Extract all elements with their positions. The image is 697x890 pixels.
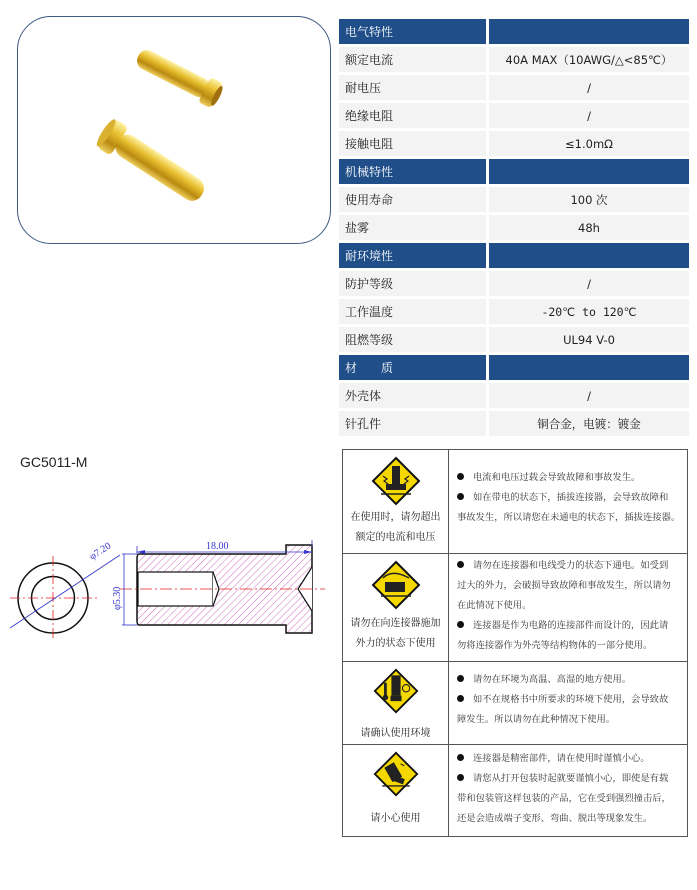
warning-text-cell xyxy=(449,554,688,662)
spec-label: 绝缘电阻 xyxy=(339,103,486,128)
handle-with-care-warning-icon xyxy=(373,751,419,797)
warning-text: 请勿在环境为高温、高湿的地方使用。 xyxy=(457,670,683,690)
spec-value: 48h xyxy=(489,215,689,240)
dim-length: 18.00 xyxy=(206,541,229,552)
spec-value: / xyxy=(489,383,689,408)
warning-text: 如在带电的状态下，插拔连接器，会导致故障和 xyxy=(457,488,683,508)
spec-label: 盐雾 xyxy=(339,215,486,240)
section-title: 电气特性 xyxy=(339,19,486,44)
bullet-icon xyxy=(457,695,464,702)
spec-row xyxy=(339,103,689,128)
bullet-icon xyxy=(457,754,464,761)
warning-text: 请勿在连接器和电线受力的状态下通电。如受到 xyxy=(457,556,683,576)
spec-label: 防护等级 xyxy=(339,271,486,296)
spec-label: 阻燃等级 xyxy=(339,327,486,352)
spec-row xyxy=(339,383,689,408)
connector-pins-image xyxy=(18,17,330,243)
bullet-icon xyxy=(457,621,464,628)
section-title: 机械特性 xyxy=(339,159,486,184)
warning-caption: 请勿在向连接器施加 xyxy=(350,618,441,629)
spec-label: 针孔件 xyxy=(339,411,486,436)
warning-caption-cell xyxy=(343,554,449,662)
end-view xyxy=(10,541,120,640)
bullet-icon xyxy=(457,493,464,500)
warning-text: 障发生。所以请勿在此种情况下使用。 xyxy=(457,714,616,725)
warning-text: 过大的外力，会破损导致故障和事故发生，所以请勿 xyxy=(457,580,671,591)
warning-text: 连接器是精密部件，请在使用时谨慎小心。 xyxy=(457,749,683,769)
warning-text-cell xyxy=(449,450,688,554)
warning-table xyxy=(342,449,688,837)
warning-text: 还是会造成端子变形、弯曲、脱出等现象发生。 xyxy=(457,813,653,824)
warning-caption-cell xyxy=(343,662,449,745)
spec-value: UL94 V-0 xyxy=(489,327,689,352)
environment-warning-icon xyxy=(373,668,419,714)
warning-row xyxy=(343,554,688,662)
spec-value: 40A MAX（10AWG/△<85℃） xyxy=(489,47,689,72)
spec-row xyxy=(339,327,689,352)
spec-row xyxy=(339,411,689,436)
warning-text: 勿将连接器作为外壳等结构物体的一部分使用。 xyxy=(457,640,653,651)
bullet-icon xyxy=(457,473,464,480)
warning-text: 如不在规格书中所要求的环境下使用，会导致故 xyxy=(457,690,683,710)
spec-section-header xyxy=(339,243,689,268)
bullet-icon xyxy=(457,561,464,568)
warning-text-cell xyxy=(449,745,688,837)
dim-body-diameter: φ5.30 xyxy=(112,586,123,610)
spec-section-header xyxy=(339,19,689,44)
spec-value: / xyxy=(489,75,689,100)
spec-table xyxy=(339,19,689,439)
spec-section-header xyxy=(339,159,689,184)
warning-text: 电流和电压过载会导致故障和事故发生。 xyxy=(457,468,683,488)
bullet-icon xyxy=(457,774,464,781)
spec-value: ≤1.0mΩ xyxy=(489,131,689,156)
warning-caption: 在使用时，请勿超出 xyxy=(350,512,441,523)
warning-caption-cell xyxy=(343,450,449,554)
section-title: 耐环境性 xyxy=(339,243,486,268)
spec-value: -20℃ to 120℃ xyxy=(489,299,689,324)
spec-label: 耐电压 xyxy=(339,75,486,100)
warning-row xyxy=(343,450,688,554)
warning-row xyxy=(343,662,688,745)
spec-value: / xyxy=(489,103,689,128)
bullet-icon xyxy=(457,675,464,682)
warning-text: 连接器是作为电路的连接部件而设计的，因此请 xyxy=(457,616,683,636)
spec-value: 铜合金，电镀：镀金 xyxy=(489,411,689,436)
spec-value: 100 次 xyxy=(489,187,689,212)
warning-row xyxy=(343,745,688,837)
warning-text: 请您从打开包装时起就要谨慎小心，即使是有载 xyxy=(457,769,683,789)
warning-caption: 额定的电流和电压 xyxy=(355,532,436,543)
spec-label: 外壳体 xyxy=(339,383,486,408)
spec-row xyxy=(339,131,689,156)
warning-text: 在此情况下使用。 xyxy=(457,600,532,611)
warning-caption: 请小心使用 xyxy=(370,813,421,824)
spec-row xyxy=(339,299,689,324)
section-title: 材 质 xyxy=(339,355,486,380)
product-photo xyxy=(17,16,331,244)
external-force-warning-icon xyxy=(371,560,421,610)
dim-outer-diameter: φ7.20 xyxy=(87,540,114,563)
side-view xyxy=(112,540,325,633)
model-number: GC5011-M xyxy=(20,454,88,470)
overload-warning-icon xyxy=(371,456,421,506)
warning-text-cell xyxy=(449,662,688,745)
spec-row xyxy=(339,47,689,72)
spec-row xyxy=(339,271,689,296)
warning-caption-cell xyxy=(343,745,449,837)
technical-drawing xyxy=(0,520,340,640)
spec-row xyxy=(339,215,689,240)
spec-row xyxy=(339,75,689,100)
spec-label: 工作温度 xyxy=(339,299,486,324)
spec-row xyxy=(339,187,689,212)
warning-text: 事故发生，所以请您在未通电的状态下，插拔连接器。 xyxy=(457,512,681,523)
spec-section-header xyxy=(339,355,689,380)
warning-caption: 外力的状态下使用 xyxy=(355,638,436,649)
spec-value: / xyxy=(489,271,689,296)
warning-text: 带和包装管这样包装的产品，它在受到强烈撞击后， xyxy=(457,793,671,804)
spec-label: 接触电阻 xyxy=(339,131,486,156)
spec-label: 使用寿命 xyxy=(339,187,486,212)
warning-caption: 请确认使用环境 xyxy=(360,728,431,739)
spec-label: 额定电流 xyxy=(339,47,486,72)
